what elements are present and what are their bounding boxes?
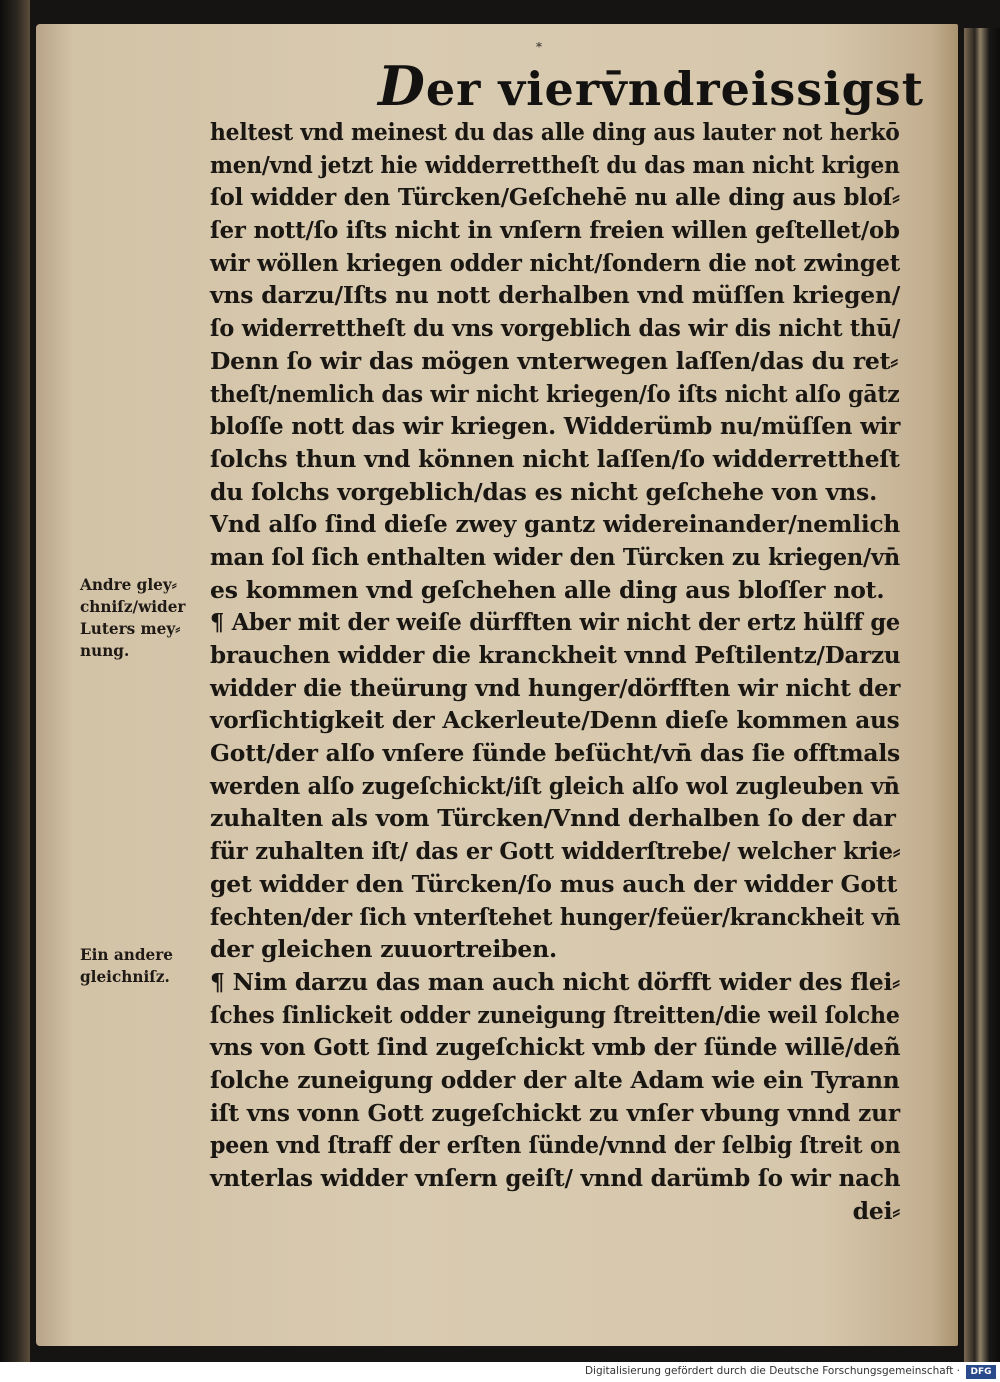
footer-credit: Digitalisierung gefördert durch die Deutsche Forschungsgemeinschaft · xyxy=(584,1365,960,1377)
text-line: werden alſo zugeſchickt/iſt gleich alſo wol zugleuben vn̄ xyxy=(210,771,900,800)
running-head xyxy=(378,54,924,118)
text-line: zuhalten als vom Türcken/Vnnd derhalben ſo der dar xyxy=(210,804,896,833)
running-head-initial: D xyxy=(378,54,426,118)
text-line: vnterlas widder vnſern geiſt/ vnnd darümb ſo wir nach xyxy=(210,1164,901,1192)
text-line: bloſſe nott das wir kriegen. Widderümb nu/müſſen wir xyxy=(210,412,901,441)
text-line: Denn ſo wir das mögen vnterwegen laſſen/das du ret⸗ xyxy=(210,346,898,375)
text-line: ¶ Aber mit der weiſe dürfften wir nicht der ertz hülff ge xyxy=(210,608,900,637)
text-line: peen vnd ſtraff der erſten ſünde/vnnd der ſelbig ſtreit on xyxy=(210,1131,901,1160)
text-line: vns darzu/Iſts nu nott derhalben vnd müſſen kriegen/ xyxy=(210,281,901,310)
text-line: für zuhalten iſt/ das er Gott widderſtrebe/ welcher krie⸗ xyxy=(210,837,901,866)
dfg-logo: DFG xyxy=(966,1365,996,1379)
text-line: Gott/der alſo vnſere ſünde beſücht/vn̄ das ſie offtmals xyxy=(210,739,901,768)
text-line: wir wöllen kriegen odder nicht/ſondern die not zwinget xyxy=(210,248,901,277)
marginal-line: nung. xyxy=(80,641,130,660)
marginal-line: Andre gley⸗ xyxy=(80,575,177,594)
marginal-line: Ein andere xyxy=(80,945,173,964)
text-line: vorſichtigkeit der Ackerleute/Denn dieſe kommen aus xyxy=(210,706,900,735)
text-line: du ſolchs vorgeblich/das es nicht geſchehe von vns. xyxy=(210,477,878,506)
text-line: ſer nott/ſo iſts nicht in vnſern freien willen geſtellet/ob xyxy=(210,216,900,245)
text-line: brauchen widder die kranckheit vnnd Peſtilentz/Darzu xyxy=(210,641,901,669)
text-line: heltest vnd meinest du das alle ding aus lauter not herkō xyxy=(210,118,900,146)
text-line: widder die theürung vnd hunger/dörfften wir nicht der xyxy=(210,673,901,702)
text-line: es kommen vnd geſchehen alle ding aus bloſſer not. xyxy=(210,575,885,604)
text-line: iſt vns vonn Gott zugeſchickt zu vnſer vbung vnnd zur xyxy=(210,1098,900,1127)
text-line: ſches ſinlickeit odder zuneigung ſtreitten/die weil ſolche xyxy=(210,1000,900,1029)
page-mark: * xyxy=(536,40,542,54)
text-line: men/vnd jetzt hie widderrettheſt du das man nicht krigen xyxy=(210,150,900,179)
book-edge-right xyxy=(964,28,1000,1362)
marginal-note-2 xyxy=(80,944,210,988)
text-line: vns von Gott ſind zugeſchickt vmb der ſünde willē/deñ xyxy=(210,1033,901,1062)
body-text xyxy=(210,116,900,1227)
text-line: fechten/der ſich vnterſtehet hunger/feüer/kranckheit vn̄ xyxy=(210,902,901,931)
text-line: get widder den Türcken/ſo mus auch der widder Gott xyxy=(210,869,898,898)
footer xyxy=(0,1362,1000,1382)
text-line: ſol widder den Türcken/Geſchehē nu alle ding aus bloſ⸗ xyxy=(210,183,900,212)
text-line: ſolchs thun vnd können nicht laſſen/ſo widderrettheſt xyxy=(210,444,900,473)
text-line: theſt/nemlich das wir nicht kriegen/ſo iſts nicht alſo gātz xyxy=(210,379,900,408)
marginal-line: chniſz/wider xyxy=(80,597,186,616)
catchword: dei⸗ xyxy=(852,1196,900,1225)
running-head-text: er vierv̄ndreissigst xyxy=(425,62,924,116)
book-gutter-left xyxy=(0,0,30,1362)
text-line: man ſol ſich enthalten wider den Türcken zu kriegen/vn̄ xyxy=(210,542,900,571)
text-line: Vnd alſo ſind dieſe zwey gantz widereinander/nemlich xyxy=(210,510,901,539)
marginal-line: Luters mey⸗ xyxy=(80,619,181,638)
text-line: ſo widerrettheſt du vns vorgeblich das wir dis nicht thū/ xyxy=(210,314,901,343)
marginal-note-1 xyxy=(80,574,210,662)
text-line: ſolche zuneigung odder der alte Adam wie ein Tyrann xyxy=(210,1065,900,1094)
text-line: der gleichen zuuortreiben. xyxy=(210,935,557,964)
marginal-line: gleichniſz. xyxy=(80,967,170,986)
text-line: ¶ Nim darzu das man auch nicht dörfft wider des flei⸗ xyxy=(210,967,900,996)
